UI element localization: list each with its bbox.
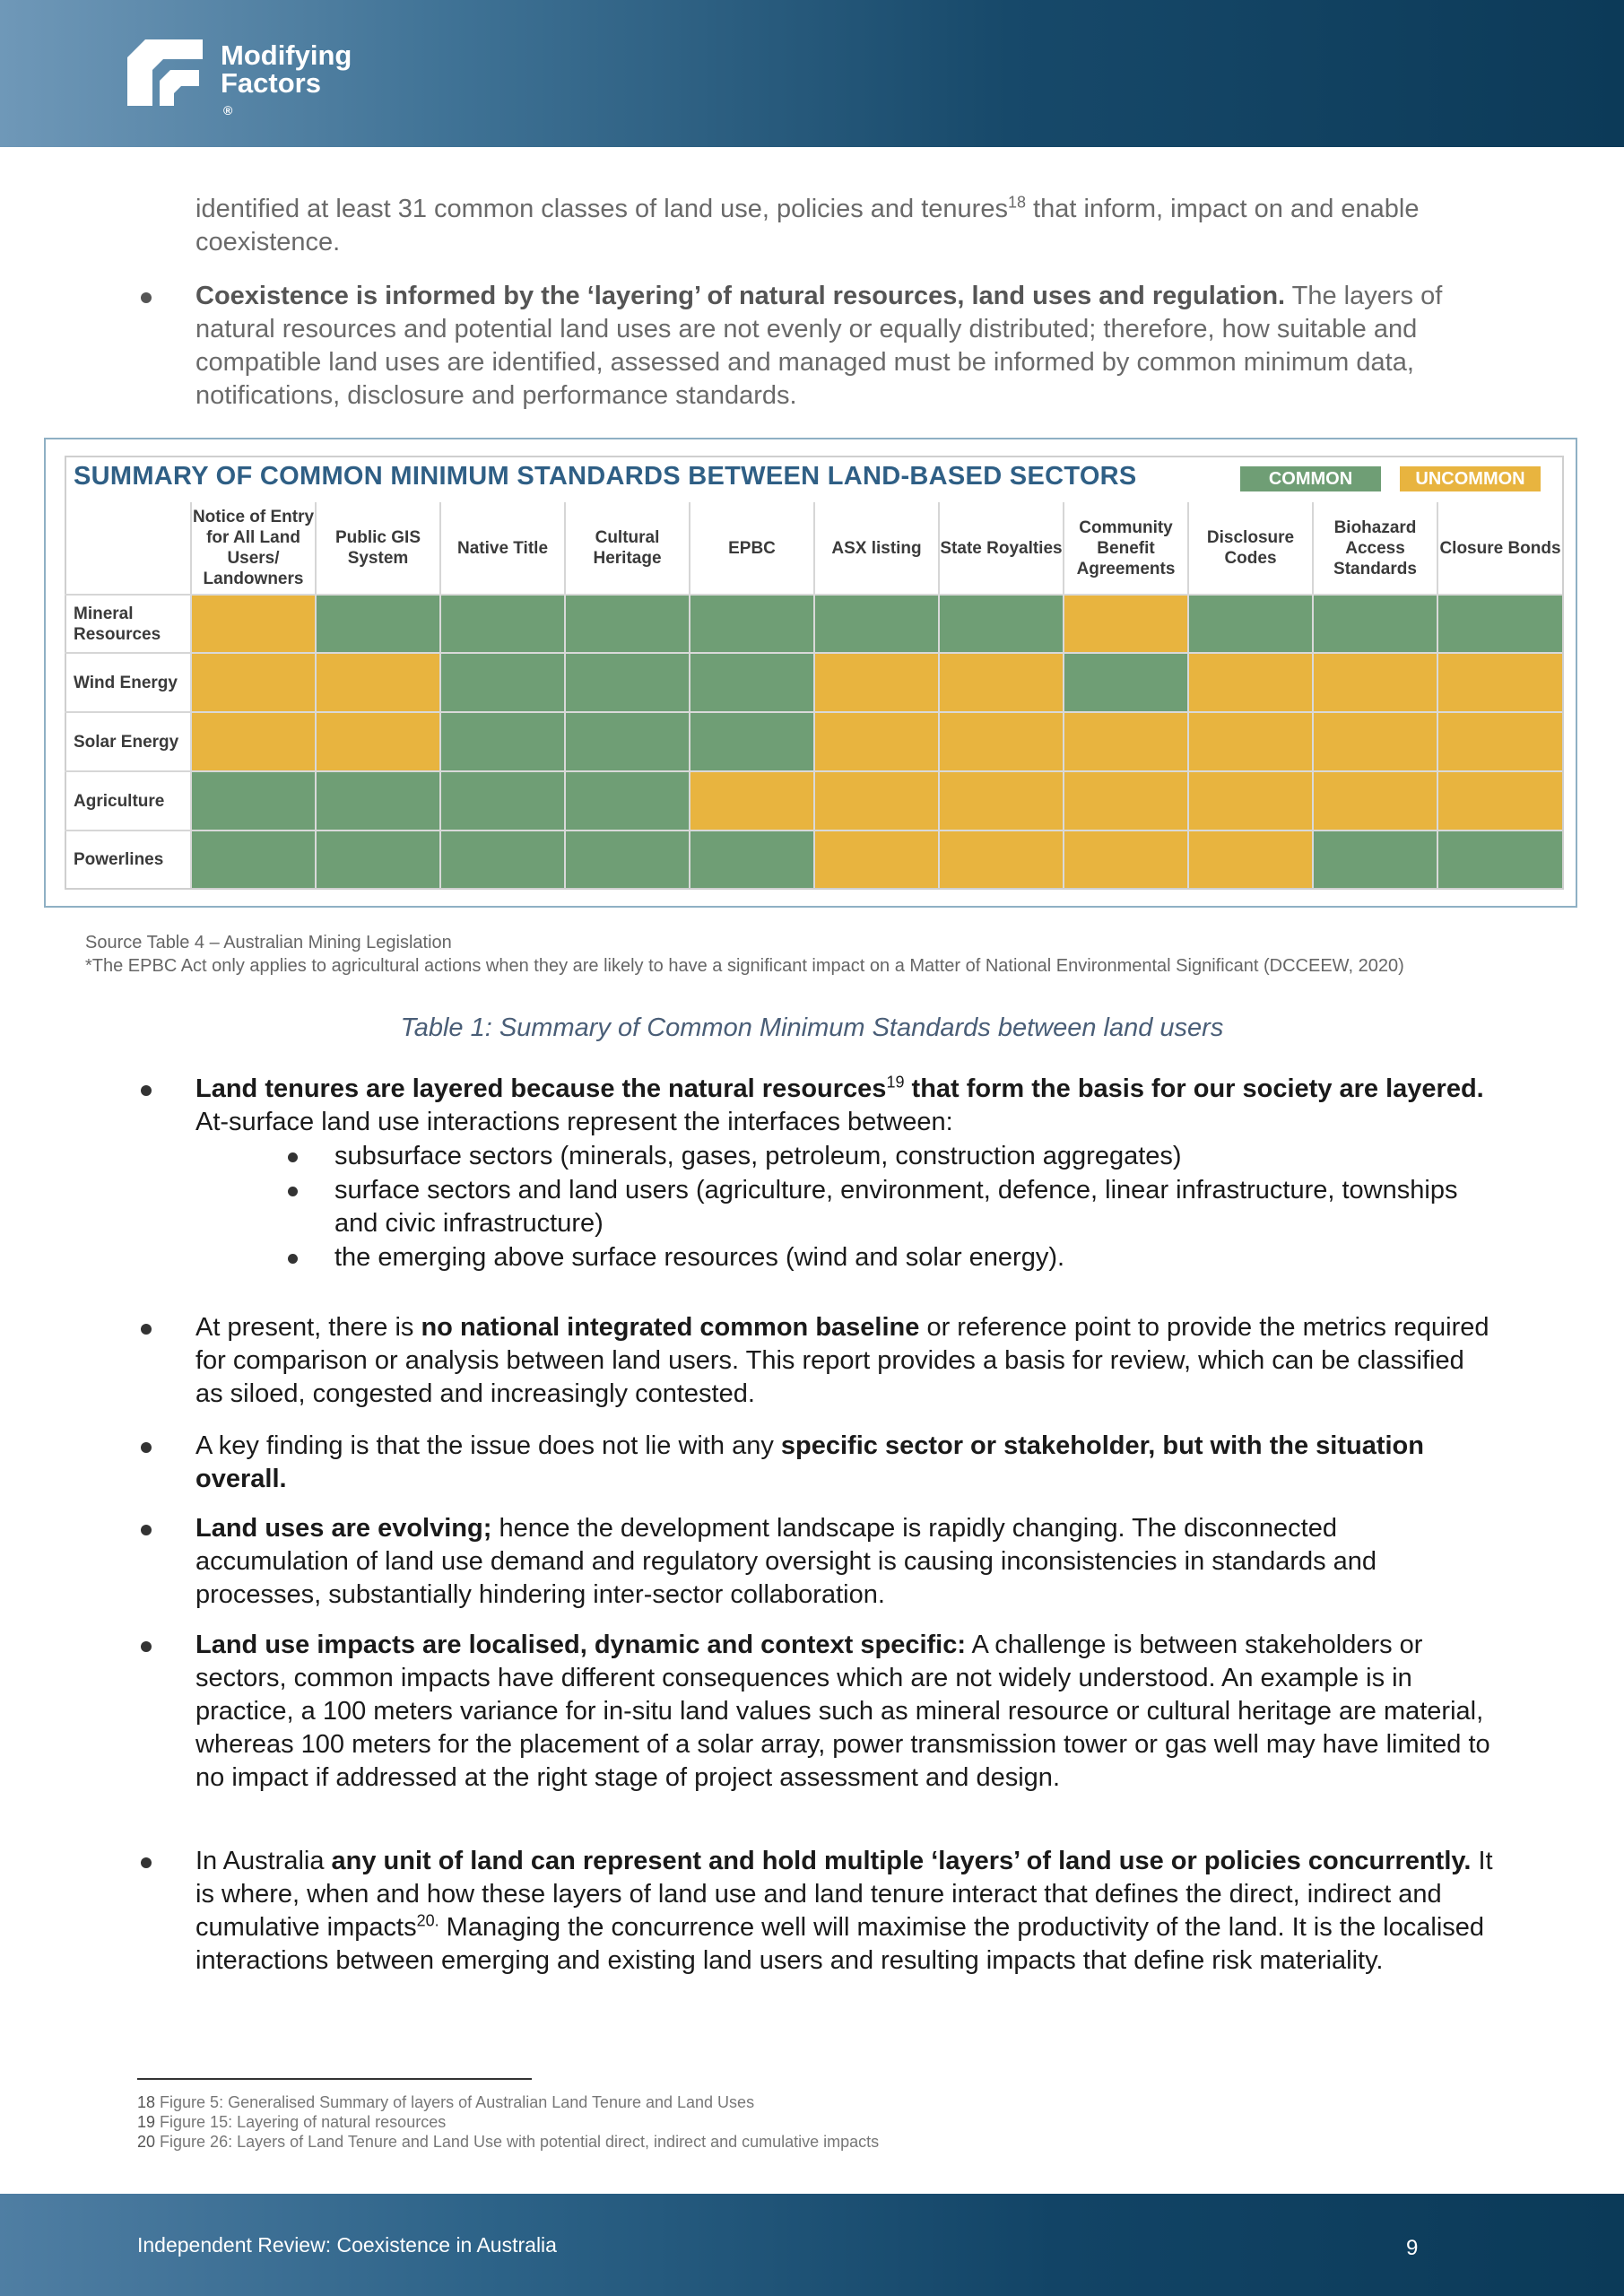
- table-cell-uncommon: [1437, 652, 1562, 711]
- column-header: State Royalties: [938, 502, 1063, 594]
- layering-paragraph: Coexistence is informed by the ‘layering’ of natural resources, land uses and regulation. The layers of natural resources and potential land uses are not evenly or equally distributed; therefore, how suitable and compatible land uses are identified, assessed and managed must be informed by common minimum data, notifications, disclosure and performance standards.: [195, 282, 1443, 410]
- bullet-marker: [141, 1324, 152, 1335]
- table-cell-uncommon: [1437, 770, 1562, 830]
- column-header: Notice of Entry for All Land Users/ Landowners: [190, 502, 315, 594]
- table-cell-uncommon: [938, 711, 1063, 770]
- table-cell-common: [1312, 594, 1437, 652]
- table-cell-common: [1063, 652, 1187, 711]
- row-header: Powerlines: [65, 830, 190, 888]
- table-cell-common: [1437, 594, 1562, 652]
- sub-bullet-marker: [288, 1152, 298, 1162]
- column-header: EPBC: [689, 502, 813, 594]
- table-cell-uncommon: [1063, 711, 1187, 770]
- column-header: Biohazard Access Standards: [1312, 502, 1437, 594]
- table-cell-uncommon: [689, 770, 813, 830]
- table-cell-common: [564, 594, 689, 652]
- row-header: Mineral Resources: [65, 594, 190, 652]
- brand-name: [221, 41, 352, 125]
- table-cell-common: [938, 594, 1063, 652]
- table-cell-uncommon: [1187, 830, 1312, 888]
- footnote-separator: [137, 2078, 532, 2080]
- table-cell-uncommon: [813, 711, 938, 770]
- table-cell-uncommon: [938, 830, 1063, 888]
- sub-bullet-marker: [288, 1187, 298, 1196]
- table-cell-common: [813, 594, 938, 652]
- row-header: Wind Energy: [65, 652, 190, 711]
- table-cell-uncommon: [938, 652, 1063, 711]
- table-cell-common: [1437, 830, 1562, 888]
- footnote-ref-20[interactable]: 20.: [416, 1911, 439, 1930]
- brand-line2: Factors: [221, 67, 321, 99]
- table-source: Source Table 4 – Australian Mining Legislation: [85, 933, 452, 952]
- table-cell-uncommon: [315, 711, 439, 770]
- footnote-ref-18[interactable]: 18: [1007, 193, 1026, 212]
- table-cell-uncommon: [1063, 830, 1187, 888]
- table-cell-common: [564, 652, 689, 711]
- registered-mark: ®: [223, 103, 233, 117]
- column-header: Closure Bonds: [1437, 502, 1562, 594]
- bullet-marker: [141, 1857, 152, 1868]
- legend-common: COMMON: [1240, 466, 1381, 491]
- table-cell-common: [689, 711, 813, 770]
- table-cell-common: [689, 594, 813, 652]
- table-cell-common: [564, 770, 689, 830]
- table-cell-uncommon: [1063, 770, 1187, 830]
- bullet-baseline: At present, there is no national integrated common baseline or reference point to provide the metrics required for comparison or analysis between land users. This report provides a basis for review, which can be classified as siloed, congested and increasingly contested.: [195, 1313, 1489, 1408]
- table-cell-uncommon: [1187, 652, 1312, 711]
- column-header: Native Title: [439, 502, 564, 594]
- table-cell-uncommon: [1312, 770, 1437, 830]
- row-header: Agriculture: [65, 770, 190, 830]
- table-cell-uncommon: [938, 770, 1063, 830]
- column-header: ASX listing: [813, 502, 938, 594]
- table-cell-common: [315, 594, 439, 652]
- table-cell-common: [1187, 594, 1312, 652]
- column-header: Cultural Heritage: [564, 502, 689, 594]
- table-cell-uncommon: [1437, 711, 1562, 770]
- table-cell-uncommon: [813, 830, 938, 888]
- table-note: *The EPBC Act only applies to agricultural actions when they are likely to have a significant impact on a Matter of National Environmental Significant (DCCEEW, 2020): [85, 956, 1404, 976]
- sub-bullet-above-surface: the emerging above surface resources (wind and solar energy).: [334, 1243, 1065, 1272]
- table-cell-common: [315, 770, 439, 830]
- table-title: SUMMARY OF COMMON MINIMUM STANDARDS BETWEEN LAND-BASED SECTORS: [74, 462, 1137, 491]
- table-cell-uncommon: [1187, 770, 1312, 830]
- modifying-factors-logo-icon: [127, 34, 203, 106]
- sub-bullet-marker: [288, 1254, 298, 1264]
- bullet-marker: [141, 292, 152, 303]
- bullet-land-uses-evolving: Land uses are evolving; hence the development landscape is rapidly changing. The disconnected accumulation of land use demand and regulatory oversight is causing inconsistencies in standards and processes, substantially hindering inter-sector collaboration.: [195, 1514, 1377, 1609]
- table-cell-uncommon: [1312, 711, 1437, 770]
- table-cell-uncommon: [1187, 711, 1312, 770]
- bullet-marker: [141, 1641, 152, 1652]
- bullet-localised-impacts: Land use impacts are localised, dynamic and context specific: A challenge is between stakeholders or sectors, common impacts have different consequences which are not widely understood. An example is in practice, a 100 meters variance for in-situ land values such as mineral resource or cultural heritage are material, whereas 100 meters for the placement of a solar array, power transmission tower or gas well may have limited to no impact if addressed at the right stage of project assessment and design.: [195, 1631, 1490, 1792]
- footnote-ref-19[interactable]: 19: [886, 1073, 905, 1091]
- footer-title: Independent Review: Coexistence in Australia: [137, 2233, 557, 2257]
- footnote-20: 20 Figure 26: Layers of Land Tenure and Land Use with potential direct, indirect and cumulative impacts: [137, 2133, 880, 2151]
- column-header: Public GIS System: [315, 502, 439, 594]
- table-cell-uncommon: [315, 652, 439, 711]
- table-cell-common: [439, 652, 564, 711]
- bullet-marker: [141, 1085, 152, 1096]
- legend-uncommon: UNCOMMON: [1400, 466, 1541, 491]
- table-cell-common: [564, 711, 689, 770]
- table-cell-common: [689, 652, 813, 711]
- table-cell-common: [315, 830, 439, 888]
- bullet-marker: [141, 1525, 152, 1535]
- table-cell-uncommon: [190, 594, 315, 652]
- table-cell-uncommon: [813, 652, 938, 711]
- table-cell-uncommon: [190, 711, 315, 770]
- table-cell-common: [439, 594, 564, 652]
- footnote-19: 19 Figure 15: Layering of natural resources: [137, 2113, 447, 2131]
- brand-line1: Modifying: [221, 39, 352, 71]
- table-cell-common: [439, 830, 564, 888]
- row-header: Solar Energy: [65, 711, 190, 770]
- intro-continuation: identified at least 31 common classes of land use, policies and tenures$^{18}$ that inform, impact on and enable coexistence.: [195, 193, 1420, 257]
- table-cell-common: [190, 770, 315, 830]
- footnote-18: 18 Figure 5: Generalised Summary of layers of Australian Land Tenure and Land Uses: [137, 2093, 755, 2111]
- table-cell-common: [689, 830, 813, 888]
- table-caption: Table 1: Summary of Common Minimum Standards between land users: [400, 1013, 1224, 1042]
- table-cell-uncommon: [1312, 652, 1437, 711]
- table-cell-uncommon: [1063, 594, 1187, 652]
- sub-bullet-surface: surface sectors and land users (agriculture, environment, defence, linear infrastructure, townships and civic infrastructure): [334, 1176, 1458, 1238]
- table-cell-common: [190, 830, 315, 888]
- column-header: Disclosure Codes: [1187, 502, 1312, 594]
- table-cell-common: [564, 830, 689, 888]
- sub-bullet-subsurface: subsurface sectors (minerals, gases, petroleum, construction aggregates): [334, 1142, 1182, 1170]
- bullet-layers-concurrently: In Australia any unit of land can represent and hold multiple ‘layers’ of land use or policies concurrently. It is where, when and how these layers of land use and land tenure interact that defines the direct, indirect and cumulative impacts$^{20.}$ Managing the concurrence well will maximise the productivity of the land. It is the localised interactions between emerging and existing land users and resulting impacts that define risk materiality.: [195, 1847, 1493, 1975]
- bullet-key-finding: A key finding is that the issue does not lie with any specific sector or stakeholder, but with the situation overall.: [195, 1431, 1424, 1493]
- table-cell-common: [439, 711, 564, 770]
- table-cell-uncommon: [190, 652, 315, 711]
- bullet-marker: [141, 1442, 152, 1453]
- column-header: Community Benefit Agreements: [1063, 502, 1187, 594]
- table-cell-common: [439, 770, 564, 830]
- table-cell-common: [1312, 830, 1437, 888]
- page-number: 9: [1406, 2236, 1419, 2260]
- table-cell-uncommon: [813, 770, 938, 830]
- bullet-land-tenures: Land tenures are layered because the natural resources$^{19}$ that form the basis for our society are layered. At-surface land use interactions represent the interfaces between:: [195, 1073, 1484, 1136]
